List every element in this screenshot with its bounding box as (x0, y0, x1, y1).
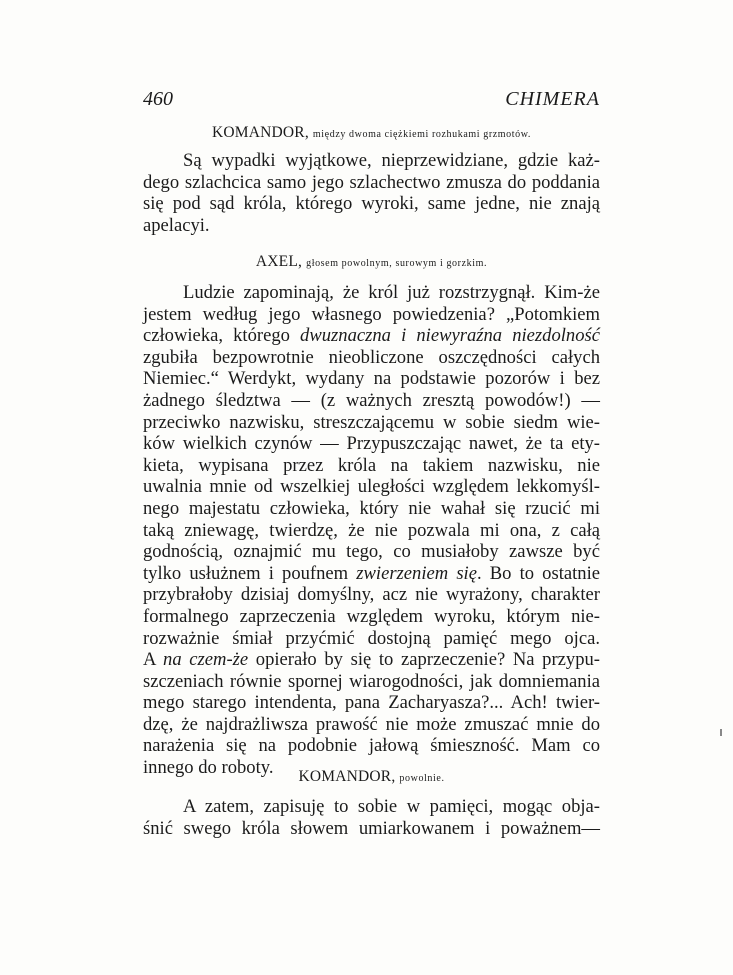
text-line: śnić swego króla słowem umiarkowanem i poważnem— (143, 817, 600, 839)
text-line: jestem według jego własnego powiedzenia? „Potomkiem (143, 303, 600, 325)
text-line: zgubiła bezpowrotnie nieobliczone oszczędności całych (143, 346, 600, 368)
speaker-heading-axel (143, 253, 600, 271)
stage-direction: powolnie. (399, 773, 445, 784)
text-line: narażenia się na podobnie jałową śmieszność. Mam co (143, 735, 600, 757)
text-line: ków wielkich czynów — Przypuszczając nawet, że ta ety- (143, 433, 600, 455)
italic-span: na czem-że (163, 649, 249, 671)
text-line: A zatem, zapisuję to sobie w pamięci, mogąc obja- (183, 796, 600, 817)
speaker-name: KOMANDOR, (211, 124, 309, 141)
text-line: mego starego intendenta, pana Zacharyasza?... Ach! twier- (143, 692, 600, 714)
margin-mark (720, 729, 722, 736)
text-line: taką zniewagę, twierdzę, że nie pozwala mi ona, z całą (143, 519, 600, 541)
text-line: dego szlachcica samo jego szlachectwo zmusza do poddania (143, 171, 600, 193)
text-span: . Bo to ostatnie (476, 562, 601, 584)
page-number: 460 (143, 88, 173, 110)
text-line: innego do roboty. (143, 757, 274, 779)
running-header (143, 88, 600, 114)
text-line: szczeniach równie spornej wiarogodności, jak domniemania (143, 670, 600, 692)
text-line: rozważnie śmiał przyćmić dostojną pamięć mego ojca. (143, 627, 600, 649)
speech-axel (143, 282, 600, 779)
text-line: Są wypadki wyjątkowe, nieprzewidziane, gdzie każ- (183, 150, 600, 171)
italic-span: zwierzeniem się (356, 562, 477, 584)
speech-komandor-1 (143, 150, 600, 236)
text-line: Ludzie zapominają, że król już rozstrzygnął. Kim-że (183, 282, 600, 303)
text-line: przeciwko nazwisku, streszczającemu w sobie siedm wie- (143, 411, 600, 433)
text-line: godnością, oznajmić mu tego, co musiałoby zawsze być (143, 541, 600, 563)
text-span: A (143, 649, 164, 671)
stage-direction: głosem powolnym, surowym i gorzkim. (306, 258, 488, 269)
text-line: przybrałoby dzisiaj domyślny, acz nie wyrażony, charakter (143, 584, 600, 606)
text-line: nego majestatu człowieka, który nie wahał się rzucić mi (143, 497, 600, 519)
text-line: żadnego śledztwa — (z ważnych zresztą powodów!) — (143, 389, 600, 411)
speaker-name: AXEL, (255, 253, 303, 270)
speaker-heading-komandor-2 (143, 768, 600, 786)
italic-span: dwuznaczna i niewyraźna niezdolność (300, 325, 600, 347)
journal-title: CHIMERA (505, 88, 600, 110)
text-line: się pod sąd króla, którego wyroki, same jedne, nie znają (143, 193, 600, 215)
text-line: apelacyi. (143, 214, 210, 236)
stage-direction: między dwoma ciężkiemi rozhukami grzmotów. (312, 129, 532, 140)
speaker-name: KOMANDOR, (298, 768, 396, 785)
text-line (143, 649, 600, 671)
text-line: uwalnia mnie od wszelkiej uległości względem lekkomyśl- (143, 476, 600, 498)
text-span: tylko usłużnem i poufnem (143, 562, 357, 584)
text-line (143, 325, 600, 347)
text-line: dzę, że najdrażliwsza prawość nie może zmuszać mnie do (143, 713, 600, 735)
speech-komandor-2 (143, 796, 600, 839)
text-line: kieta, wypisana przez króla na takiem nazwisku, nie (143, 454, 600, 476)
text-line (143, 563, 600, 585)
text-line: Niemiec.“ Werdykt, wydany na podstawie pozorów i bez (143, 368, 600, 390)
text-span: człowieka, którego (143, 325, 301, 347)
speaker-heading-komandor-1 (143, 124, 600, 142)
text-line: formalnego zaprzeczenia względem wyroku, którym nie- (143, 605, 600, 627)
text-span: opierało by się to zaprzeczenie? Na przypu- (248, 649, 600, 671)
